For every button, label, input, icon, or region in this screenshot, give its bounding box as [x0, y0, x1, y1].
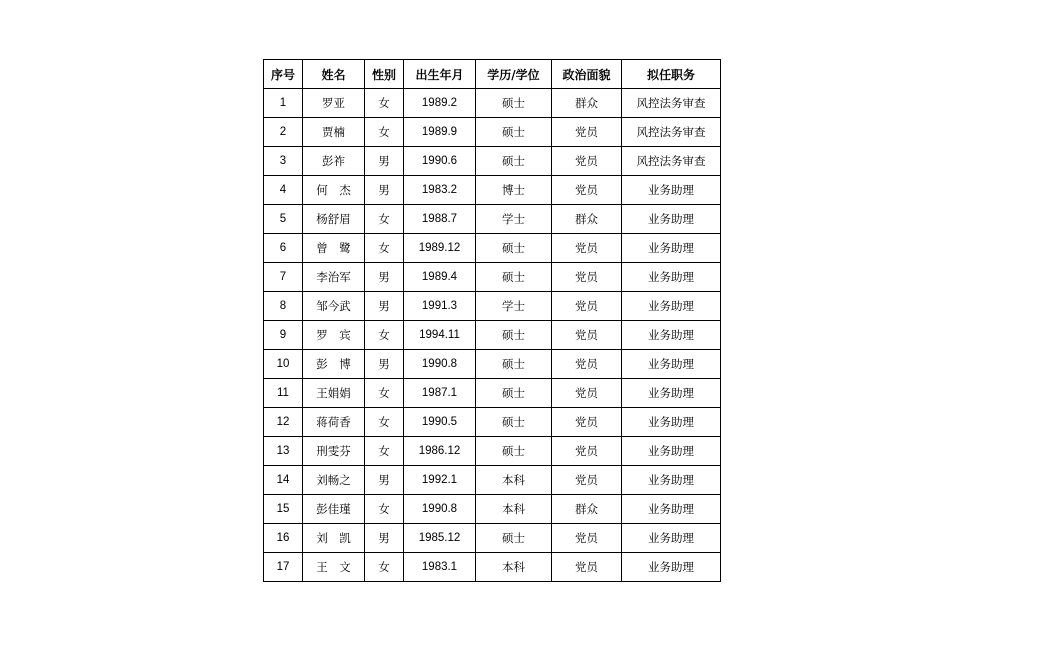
- cell-birth-date: 1989.9: [404, 118, 476, 147]
- cell-gender: 男: [365, 350, 404, 379]
- cell-index: 8: [264, 292, 303, 321]
- cell-gender: 男: [365, 147, 404, 176]
- cell-education: 硕士: [476, 321, 552, 350]
- cell-proposed-position: 业务助理: [622, 524, 721, 553]
- cell-gender: 女: [365, 234, 404, 263]
- cell-proposed-position: 业务助理: [622, 553, 721, 582]
- cell-proposed-position: 业务助理: [622, 466, 721, 495]
- cell-gender: 女: [365, 205, 404, 234]
- header-name: 姓名: [303, 60, 365, 89]
- cell-political-status: 党员: [552, 379, 622, 408]
- header-gender: 性别: [365, 60, 404, 89]
- cell-education: 硕士: [476, 408, 552, 437]
- cell-name: 彭佳瑾: [303, 495, 365, 524]
- cell-political-status: 党员: [552, 118, 622, 147]
- cell-education: 硕士: [476, 263, 552, 292]
- cell-political-status: 党员: [552, 408, 622, 437]
- table-row: [264, 234, 721, 263]
- table-row: [264, 147, 721, 176]
- cell-birth-date: 1994.11: [404, 321, 476, 350]
- cell-proposed-position: 业务助理: [622, 234, 721, 263]
- cell-education: 本科: [476, 466, 552, 495]
- cell-birth-date: 1990.5: [404, 408, 476, 437]
- cell-birth-date: 1985.12: [404, 524, 476, 553]
- cell-education: 博士: [476, 176, 552, 205]
- cell-birth-date: 1990.6: [404, 147, 476, 176]
- cell-political-status: 党员: [552, 263, 622, 292]
- cell-index: 2: [264, 118, 303, 147]
- cell-name: 王 文: [303, 553, 365, 582]
- cell-name: 邹今武: [303, 292, 365, 321]
- cell-political-status: 党员: [552, 176, 622, 205]
- cell-birth-date: 1990.8: [404, 350, 476, 379]
- cell-education: 硕士: [476, 350, 552, 379]
- cell-name: 蒋荷香: [303, 408, 365, 437]
- cell-political-status: 党员: [552, 147, 622, 176]
- cell-education: 硕士: [476, 89, 552, 118]
- cell-proposed-position: 风控法务审查: [622, 89, 721, 118]
- cell-index: 12: [264, 408, 303, 437]
- table-row: [264, 118, 721, 147]
- cell-index: 6: [264, 234, 303, 263]
- cell-index: 15: [264, 495, 303, 524]
- cell-education: 学士: [476, 292, 552, 321]
- header-index: 序号: [264, 60, 303, 89]
- cell-gender: 女: [365, 118, 404, 147]
- cell-index: 10: [264, 350, 303, 379]
- cell-education: 硕士: [476, 524, 552, 553]
- cell-name: 贾楠: [303, 118, 365, 147]
- cell-proposed-position: 业务助理: [622, 321, 721, 350]
- cell-name: 刘畅之: [303, 466, 365, 495]
- cell-gender: 女: [365, 437, 404, 466]
- cell-proposed-position: 业务助理: [622, 379, 721, 408]
- cell-index: 9: [264, 321, 303, 350]
- cell-index: 7: [264, 263, 303, 292]
- cell-name: 刘 凯: [303, 524, 365, 553]
- cell-birth-date: 1992.1: [404, 466, 476, 495]
- cell-gender: 女: [365, 408, 404, 437]
- cell-name: 杨舒眉: [303, 205, 365, 234]
- cell-birth-date: 1990.8: [404, 495, 476, 524]
- header-row: [264, 60, 721, 89]
- cell-name: 罗 宾: [303, 321, 365, 350]
- cell-gender: 男: [365, 524, 404, 553]
- cell-political-status: 党员: [552, 437, 622, 466]
- cell-education: 硕士: [476, 234, 552, 263]
- cell-name: 王娟娟: [303, 379, 365, 408]
- cell-proposed-position: 业务助理: [622, 205, 721, 234]
- cell-index: 14: [264, 466, 303, 495]
- cell-birth-date: 1987.1: [404, 379, 476, 408]
- table-row: [264, 524, 721, 553]
- cell-political-status: 党员: [552, 466, 622, 495]
- cell-proposed-position: 业务助理: [622, 495, 721, 524]
- cell-political-status: 群众: [552, 205, 622, 234]
- roster-body: [264, 89, 721, 582]
- table-row: [264, 205, 721, 234]
- cell-birth-date: 1989.12: [404, 234, 476, 263]
- table-row: [264, 350, 721, 379]
- cell-proposed-position: 业务助理: [622, 292, 721, 321]
- table-row: [264, 495, 721, 524]
- header-education: 学历/学位: [476, 60, 552, 89]
- table-row: [264, 321, 721, 350]
- cell-index: 13: [264, 437, 303, 466]
- cell-index: 16: [264, 524, 303, 553]
- cell-name: 曾 鹭: [303, 234, 365, 263]
- table-row: [264, 292, 721, 321]
- cell-index: 11: [264, 379, 303, 408]
- cell-political-status: 党员: [552, 292, 622, 321]
- cell-birth-date: 1989.4: [404, 263, 476, 292]
- header-proposed-position: 拟任职务: [622, 60, 721, 89]
- cell-birth-date: 1991.3: [404, 292, 476, 321]
- cell-gender: 女: [365, 379, 404, 408]
- cell-political-status: 党员: [552, 321, 622, 350]
- header-political-status: 政治面貌: [552, 60, 622, 89]
- cell-gender: 女: [365, 89, 404, 118]
- cell-birth-date: 1989.2: [404, 89, 476, 118]
- cell-birth-date: 1983.2: [404, 176, 476, 205]
- table-row: [264, 176, 721, 205]
- table-row: [264, 379, 721, 408]
- roster-table: [263, 59, 721, 582]
- table-row: [264, 89, 721, 118]
- cell-index: 4: [264, 176, 303, 205]
- cell-political-status: 党员: [552, 234, 622, 263]
- cell-education: 本科: [476, 495, 552, 524]
- cell-proposed-position: 业务助理: [622, 350, 721, 379]
- cell-education: 本科: [476, 553, 552, 582]
- cell-proposed-position: 风控法务审查: [622, 118, 721, 147]
- cell-political-status: 党员: [552, 350, 622, 379]
- cell-proposed-position: 业务助理: [622, 437, 721, 466]
- cell-gender: 男: [365, 263, 404, 292]
- cell-gender: 女: [365, 495, 404, 524]
- cell-proposed-position: 业务助理: [622, 408, 721, 437]
- cell-political-status: 群众: [552, 89, 622, 118]
- cell-gender: 男: [365, 176, 404, 205]
- cell-political-status: 党员: [552, 553, 622, 582]
- cell-political-status: 党员: [552, 524, 622, 553]
- cell-gender: 男: [365, 292, 404, 321]
- cell-gender: 男: [365, 466, 404, 495]
- cell-name: 何 杰: [303, 176, 365, 205]
- table-row: [264, 466, 721, 495]
- cell-proposed-position: 风控法务审查: [622, 147, 721, 176]
- cell-index: 3: [264, 147, 303, 176]
- cell-gender: 女: [365, 321, 404, 350]
- table-row: [264, 553, 721, 582]
- cell-education: 硕士: [476, 379, 552, 408]
- cell-proposed-position: 业务助理: [622, 176, 721, 205]
- cell-education: 硕士: [476, 437, 552, 466]
- cell-education: 硕士: [476, 147, 552, 176]
- table-row: [264, 437, 721, 466]
- table-row: [264, 408, 721, 437]
- cell-name: 罗亚: [303, 89, 365, 118]
- cell-birth-date: 1983.1: [404, 553, 476, 582]
- cell-index: 17: [264, 553, 303, 582]
- cell-birth-date: 1986.12: [404, 437, 476, 466]
- cell-education: 学士: [476, 205, 552, 234]
- cell-political-status: 群众: [552, 495, 622, 524]
- cell-index: 1: [264, 89, 303, 118]
- cell-name: 彭 博: [303, 350, 365, 379]
- cell-index: 5: [264, 205, 303, 234]
- cell-birth-date: 1988.7: [404, 205, 476, 234]
- table-row: [264, 263, 721, 292]
- cell-education: 硕士: [476, 118, 552, 147]
- cell-gender: 女: [365, 553, 404, 582]
- cell-name: 刑雯芬: [303, 437, 365, 466]
- cell-name: 李治军: [303, 263, 365, 292]
- cell-name: 彭祚: [303, 147, 365, 176]
- cell-proposed-position: 业务助理: [622, 263, 721, 292]
- header-birth-date: 出生年月: [404, 60, 476, 89]
